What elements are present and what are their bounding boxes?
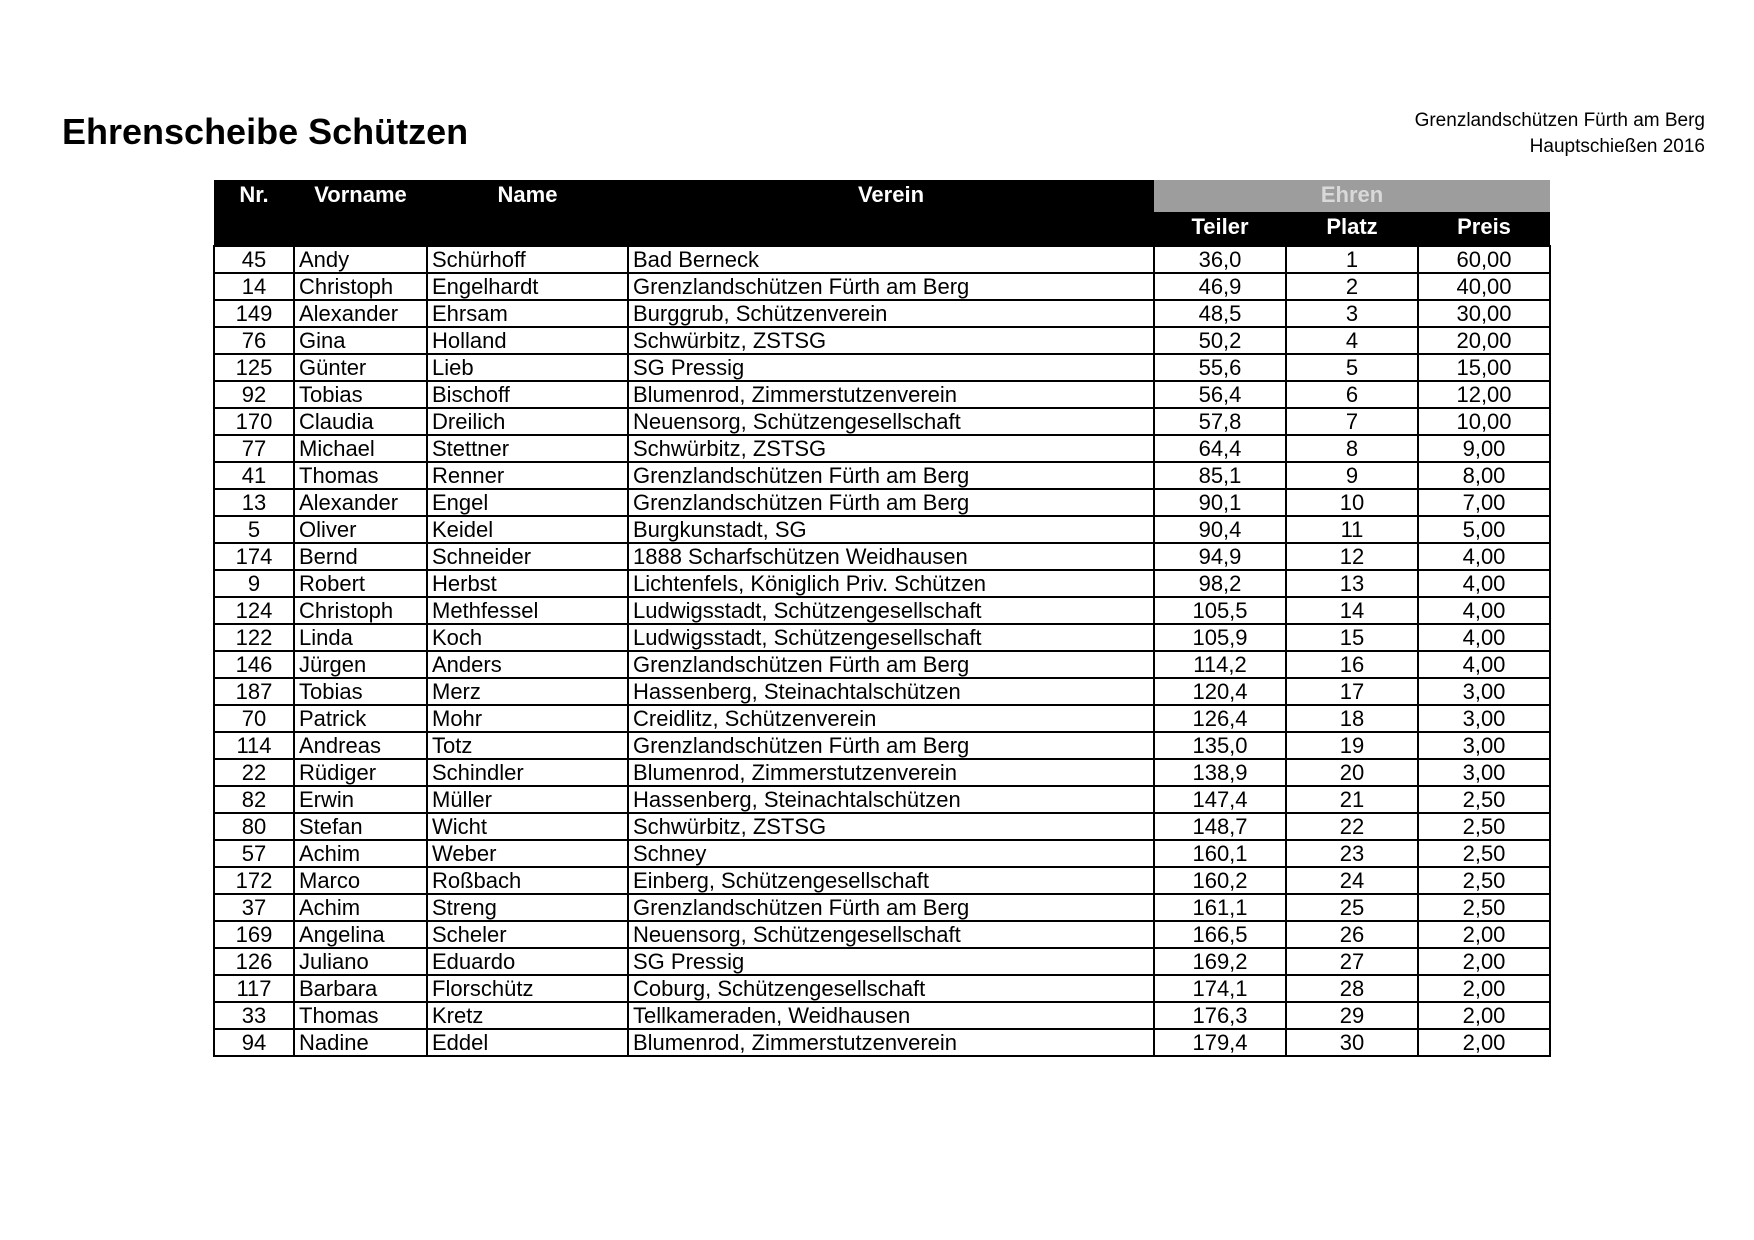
cell-preis: 7,00 bbox=[1418, 489, 1550, 516]
cell-teiler: 166,5 bbox=[1154, 921, 1286, 948]
cell-vorname: Günter bbox=[294, 354, 427, 381]
cell-verein: Schwürbitz, ZSTSG bbox=[628, 435, 1154, 462]
cell-verein: Hassenberg, Steinachtalschützen bbox=[628, 678, 1154, 705]
table-row bbox=[214, 570, 1550, 597]
cell-vorname: Gina bbox=[294, 327, 427, 354]
cell-verein: Schwürbitz, ZSTSG bbox=[628, 813, 1154, 840]
cell-name: Weber bbox=[427, 840, 628, 867]
organization-name: Grenzlandschützen Fürth am Berg bbox=[1414, 110, 1705, 131]
cell-name: Mohr bbox=[427, 705, 628, 732]
cell-name: Lieb bbox=[427, 354, 628, 381]
table-row bbox=[214, 543, 1550, 570]
cell-nr: 122 bbox=[214, 624, 294, 651]
cell-name: Herbst bbox=[427, 570, 628, 597]
header-platz: Platz bbox=[1286, 212, 1418, 246]
cell-vorname: Christoph bbox=[294, 273, 427, 300]
cell-nr: 41 bbox=[214, 462, 294, 489]
cell-name: Scheler bbox=[427, 921, 628, 948]
table-row bbox=[214, 921, 1550, 948]
cell-preis: 9,00 bbox=[1418, 435, 1550, 462]
cell-platz: 26 bbox=[1286, 921, 1418, 948]
table-row bbox=[214, 408, 1550, 435]
table-row bbox=[214, 462, 1550, 489]
cell-platz: 30 bbox=[1286, 1029, 1418, 1056]
table-row bbox=[214, 489, 1550, 516]
cell-nr: 172 bbox=[214, 867, 294, 894]
cell-name: Anders bbox=[427, 651, 628, 678]
cell-vorname: Patrick bbox=[294, 705, 427, 732]
cell-name: Streng bbox=[427, 894, 628, 921]
cell-nr: 57 bbox=[214, 840, 294, 867]
cell-platz: 13 bbox=[1286, 570, 1418, 597]
cell-teiler: 161,1 bbox=[1154, 894, 1286, 921]
cell-nr: 45 bbox=[214, 246, 294, 273]
cell-preis: 2,00 bbox=[1418, 921, 1550, 948]
cell-teiler: 179,4 bbox=[1154, 1029, 1286, 1056]
cell-nr: 169 bbox=[214, 921, 294, 948]
cell-teiler: 176,3 bbox=[1154, 1002, 1286, 1029]
cell-preis: 10,00 bbox=[1418, 408, 1550, 435]
table-row bbox=[214, 651, 1550, 678]
cell-vorname: Thomas bbox=[294, 462, 427, 489]
header-name: Name bbox=[427, 180, 628, 246]
cell-platz: 28 bbox=[1286, 975, 1418, 1002]
cell-platz: 5 bbox=[1286, 354, 1418, 381]
cell-verein: Blumenrod, Zimmerstutzenverein bbox=[628, 381, 1154, 408]
cell-preis: 2,50 bbox=[1418, 894, 1550, 921]
cell-nr: 170 bbox=[214, 408, 294, 435]
cell-preis: 4,00 bbox=[1418, 543, 1550, 570]
cell-platz: 4 bbox=[1286, 327, 1418, 354]
cell-verein: Einberg, Schützengesellschaft bbox=[628, 867, 1154, 894]
cell-nr: 114 bbox=[214, 732, 294, 759]
cell-teiler: 90,1 bbox=[1154, 489, 1286, 516]
cell-nr: 5 bbox=[214, 516, 294, 543]
cell-teiler: 120,4 bbox=[1154, 678, 1286, 705]
cell-nr: 126 bbox=[214, 948, 294, 975]
table-row bbox=[214, 813, 1550, 840]
cell-vorname: Jürgen bbox=[294, 651, 427, 678]
header-nr: Nr. bbox=[214, 180, 294, 246]
cell-vorname: Stefan bbox=[294, 813, 427, 840]
cell-vorname: Andreas bbox=[294, 732, 427, 759]
cell-platz: 16 bbox=[1286, 651, 1418, 678]
table-row bbox=[214, 327, 1550, 354]
cell-nr: 174 bbox=[214, 543, 294, 570]
cell-name: Schneider bbox=[427, 543, 628, 570]
cell-teiler: 98,2 bbox=[1154, 570, 1286, 597]
cell-verein: Neuensorg, Schützengesellschaft bbox=[628, 408, 1154, 435]
cell-verein: 1888 Scharfschützen Weidhausen bbox=[628, 543, 1154, 570]
cell-preis: 2,00 bbox=[1418, 1002, 1550, 1029]
cell-nr: 124 bbox=[214, 597, 294, 624]
cell-name: Engelhardt bbox=[427, 273, 628, 300]
cell-platz: 7 bbox=[1286, 408, 1418, 435]
cell-platz: 25 bbox=[1286, 894, 1418, 921]
cell-vorname: Marco bbox=[294, 867, 427, 894]
table-row bbox=[214, 273, 1550, 300]
cell-name: Müller bbox=[427, 786, 628, 813]
cell-verein: Schwürbitz, ZSTSG bbox=[628, 327, 1154, 354]
cell-vorname: Thomas bbox=[294, 1002, 427, 1029]
cell-nr: 117 bbox=[214, 975, 294, 1002]
table-row bbox=[214, 975, 1550, 1002]
cell-preis: 15,00 bbox=[1418, 354, 1550, 381]
cell-name: Totz bbox=[427, 732, 628, 759]
header-preis: Preis bbox=[1418, 212, 1550, 246]
cell-preis: 5,00 bbox=[1418, 516, 1550, 543]
cell-teiler: 64,4 bbox=[1154, 435, 1286, 462]
cell-nr: 22 bbox=[214, 759, 294, 786]
cell-platz: 19 bbox=[1286, 732, 1418, 759]
cell-vorname: Andy bbox=[294, 246, 427, 273]
table-row bbox=[214, 597, 1550, 624]
cell-verein: Schney bbox=[628, 840, 1154, 867]
cell-name: Schürhoff bbox=[427, 246, 628, 273]
cell-nr: 33 bbox=[214, 1002, 294, 1029]
cell-nr: 146 bbox=[214, 651, 294, 678]
cell-teiler: 160,2 bbox=[1154, 867, 1286, 894]
cell-vorname: Rüdiger bbox=[294, 759, 427, 786]
table-row bbox=[214, 894, 1550, 921]
cell-teiler: 56,4 bbox=[1154, 381, 1286, 408]
cell-teiler: 48,5 bbox=[1154, 300, 1286, 327]
cell-platz: 6 bbox=[1286, 381, 1418, 408]
cell-preis: 2,00 bbox=[1418, 1029, 1550, 1056]
cell-name: Ehrsam bbox=[427, 300, 628, 327]
table-row bbox=[214, 1002, 1550, 1029]
cell-verein: Hassenberg, Steinachtalschützen bbox=[628, 786, 1154, 813]
cell-preis: 2,00 bbox=[1418, 948, 1550, 975]
cell-preis: 2,50 bbox=[1418, 813, 1550, 840]
cell-teiler: 85,1 bbox=[1154, 462, 1286, 489]
cell-vorname: Bernd bbox=[294, 543, 427, 570]
cell-vorname: Alexander bbox=[294, 300, 427, 327]
cell-platz: 3 bbox=[1286, 300, 1418, 327]
cell-verein: Grenzlandschützen Fürth am Berg bbox=[628, 273, 1154, 300]
cell-nr: 80 bbox=[214, 813, 294, 840]
cell-vorname: Oliver bbox=[294, 516, 427, 543]
cell-platz: 11 bbox=[1286, 516, 1418, 543]
cell-verein: Grenzlandschützen Fürth am Berg bbox=[628, 894, 1154, 921]
cell-vorname: Alexander bbox=[294, 489, 427, 516]
cell-verein: Neuensorg, Schützengesellschaft bbox=[628, 921, 1154, 948]
cell-nr: 76 bbox=[214, 327, 294, 354]
cell-platz: 22 bbox=[1286, 813, 1418, 840]
cell-name: Bischoff bbox=[427, 381, 628, 408]
cell-verein: Grenzlandschützen Fürth am Berg bbox=[628, 462, 1154, 489]
cell-verein: Blumenrod, Zimmerstutzenverein bbox=[628, 1029, 1154, 1056]
cell-verein: Grenzlandschützen Fürth am Berg bbox=[628, 732, 1154, 759]
cell-preis: 60,00 bbox=[1418, 246, 1550, 273]
cell-vorname: Tobias bbox=[294, 381, 427, 408]
cell-vorname: Linda bbox=[294, 624, 427, 651]
cell-teiler: 36,0 bbox=[1154, 246, 1286, 273]
cell-nr: 37 bbox=[214, 894, 294, 921]
cell-name: Eduardo bbox=[427, 948, 628, 975]
table-row bbox=[214, 1029, 1550, 1056]
table-row bbox=[214, 435, 1550, 462]
cell-teiler: 50,2 bbox=[1154, 327, 1286, 354]
cell-teiler: 126,4 bbox=[1154, 705, 1286, 732]
cell-verein: Burggrub, Schützenverein bbox=[628, 300, 1154, 327]
cell-teiler: 135,0 bbox=[1154, 732, 1286, 759]
cell-teiler: 105,9 bbox=[1154, 624, 1286, 651]
cell-verein: Blumenrod, Zimmerstutzenverein bbox=[628, 759, 1154, 786]
table-row bbox=[214, 678, 1550, 705]
cell-teiler: 114,2 bbox=[1154, 651, 1286, 678]
cell-platz: 20 bbox=[1286, 759, 1418, 786]
cell-vorname: Barbara bbox=[294, 975, 427, 1002]
cell-verein: Ludwigsstadt, Schützengesellschaft bbox=[628, 597, 1154, 624]
cell-vorname: Robert bbox=[294, 570, 427, 597]
cell-platz: 1 bbox=[1286, 246, 1418, 273]
page-title: Ehrenscheibe Schützen bbox=[62, 111, 469, 152]
cell-nr: 187 bbox=[214, 678, 294, 705]
cell-vorname: Angelina bbox=[294, 921, 427, 948]
cell-vorname: Tobias bbox=[294, 678, 427, 705]
table-row bbox=[214, 948, 1550, 975]
cell-teiler: 94,9 bbox=[1154, 543, 1286, 570]
cell-name: Merz bbox=[427, 678, 628, 705]
cell-platz: 10 bbox=[1286, 489, 1418, 516]
cell-nr: 149 bbox=[214, 300, 294, 327]
cell-name: Eddel bbox=[427, 1029, 628, 1056]
cell-name: Schindler bbox=[427, 759, 628, 786]
cell-teiler: 160,1 bbox=[1154, 840, 1286, 867]
cell-verein: SG Pressig bbox=[628, 354, 1154, 381]
cell-preis: 3,00 bbox=[1418, 678, 1550, 705]
cell-teiler: 57,8 bbox=[1154, 408, 1286, 435]
cell-name: Florschütz bbox=[427, 975, 628, 1002]
cell-preis: 4,00 bbox=[1418, 570, 1550, 597]
header-teiler: Teiler bbox=[1154, 212, 1286, 246]
cell-verein: SG Pressig bbox=[628, 948, 1154, 975]
cell-vorname: Achim bbox=[294, 894, 427, 921]
cell-nr: 92 bbox=[214, 381, 294, 408]
cell-teiler: 169,2 bbox=[1154, 948, 1286, 975]
cell-teiler: 148,7 bbox=[1154, 813, 1286, 840]
cell-platz: 12 bbox=[1286, 543, 1418, 570]
cell-name: Renner bbox=[427, 462, 628, 489]
cell-verein: Grenzlandschützen Fürth am Berg bbox=[628, 651, 1154, 678]
cell-nr: 14 bbox=[214, 273, 294, 300]
table-row bbox=[214, 840, 1550, 867]
cell-vorname: Nadine bbox=[294, 1029, 427, 1056]
cell-name: Wicht bbox=[427, 813, 628, 840]
table-header bbox=[214, 180, 1550, 246]
cell-vorname: Claudia bbox=[294, 408, 427, 435]
cell-teiler: 174,1 bbox=[1154, 975, 1286, 1002]
cell-platz: 9 bbox=[1286, 462, 1418, 489]
cell-platz: 8 bbox=[1286, 435, 1418, 462]
cell-nr: 82 bbox=[214, 786, 294, 813]
cell-name: Engel bbox=[427, 489, 628, 516]
table-row bbox=[214, 624, 1550, 651]
cell-preis: 4,00 bbox=[1418, 651, 1550, 678]
table-row bbox=[214, 246, 1550, 273]
cell-vorname: Achim bbox=[294, 840, 427, 867]
cell-nr: 13 bbox=[214, 489, 294, 516]
cell-preis: 2,00 bbox=[1418, 975, 1550, 1002]
cell-name: Holland bbox=[427, 327, 628, 354]
cell-name: Keidel bbox=[427, 516, 628, 543]
cell-platz: 29 bbox=[1286, 1002, 1418, 1029]
cell-platz: 14 bbox=[1286, 597, 1418, 624]
cell-platz: 21 bbox=[1286, 786, 1418, 813]
cell-platz: 17 bbox=[1286, 678, 1418, 705]
cell-preis: 2,50 bbox=[1418, 867, 1550, 894]
cell-preis: 4,00 bbox=[1418, 597, 1550, 624]
cell-platz: 15 bbox=[1286, 624, 1418, 651]
table-body bbox=[214, 246, 1550, 1056]
cell-nr: 9 bbox=[214, 570, 294, 597]
table-row bbox=[214, 300, 1550, 327]
table-row bbox=[214, 867, 1550, 894]
cell-nr: 77 bbox=[214, 435, 294, 462]
cell-name: Koch bbox=[427, 624, 628, 651]
table-row bbox=[214, 381, 1550, 408]
cell-preis: 4,00 bbox=[1418, 624, 1550, 651]
cell-platz: 18 bbox=[1286, 705, 1418, 732]
header-verein: Verein bbox=[628, 180, 1154, 246]
cell-verein: Coburg, Schützengesellschaft bbox=[628, 975, 1154, 1002]
cell-vorname: Christoph bbox=[294, 597, 427, 624]
cell-teiler: 90,4 bbox=[1154, 516, 1286, 543]
header-vorname: Vorname bbox=[294, 180, 427, 246]
table-row bbox=[214, 732, 1550, 759]
cell-nr: 70 bbox=[214, 705, 294, 732]
cell-platz: 2 bbox=[1286, 273, 1418, 300]
cell-name: Stettner bbox=[427, 435, 628, 462]
cell-verein: Lichtenfels, Königlich Priv. Schützen bbox=[628, 570, 1154, 597]
cell-preis: 3,00 bbox=[1418, 732, 1550, 759]
cell-name: Dreilich bbox=[427, 408, 628, 435]
cell-platz: 24 bbox=[1286, 867, 1418, 894]
cell-name: Roßbach bbox=[427, 867, 628, 894]
cell-preis: 8,00 bbox=[1418, 462, 1550, 489]
cell-name: Kretz bbox=[427, 1002, 628, 1029]
cell-nr: 125 bbox=[214, 354, 294, 381]
cell-teiler: 105,5 bbox=[1154, 597, 1286, 624]
cell-preis: 2,50 bbox=[1418, 840, 1550, 867]
organization-block bbox=[1415, 108, 1705, 160]
cell-preis: 40,00 bbox=[1418, 273, 1550, 300]
table-row bbox=[214, 516, 1550, 543]
table-row bbox=[214, 759, 1550, 786]
cell-name: Methfessel bbox=[427, 597, 628, 624]
cell-vorname: Juliano bbox=[294, 948, 427, 975]
cell-verein: Burgkunstadt, SG bbox=[628, 516, 1154, 543]
header-group-ehren: Ehren bbox=[1154, 180, 1550, 212]
cell-platz: 23 bbox=[1286, 840, 1418, 867]
cell-teiler: 55,6 bbox=[1154, 354, 1286, 381]
results-table bbox=[213, 180, 1551, 1057]
table-row bbox=[214, 786, 1550, 813]
cell-vorname: Erwin bbox=[294, 786, 427, 813]
cell-preis: 3,00 bbox=[1418, 759, 1550, 786]
cell-vorname: Michael bbox=[294, 435, 427, 462]
cell-platz: 27 bbox=[1286, 948, 1418, 975]
cell-verein: Creidlitz, Schützenverein bbox=[628, 705, 1154, 732]
cell-nr: 94 bbox=[214, 1029, 294, 1056]
cell-verein: Ludwigsstadt, Schützengesellschaft bbox=[628, 624, 1154, 651]
cell-preis: 2,50 bbox=[1418, 786, 1550, 813]
cell-preis: 20,00 bbox=[1418, 327, 1550, 354]
cell-verein: Tellkameraden, Weidhausen bbox=[628, 1002, 1154, 1029]
cell-teiler: 46,9 bbox=[1154, 273, 1286, 300]
cell-verein: Bad Berneck bbox=[628, 246, 1154, 273]
event-name: Hauptschießen 2016 bbox=[1529, 136, 1705, 157]
cell-preis: 30,00 bbox=[1418, 300, 1550, 327]
cell-preis: 3,00 bbox=[1418, 705, 1550, 732]
cell-verein: Grenzlandschützen Fürth am Berg bbox=[628, 489, 1154, 516]
cell-preis: 12,00 bbox=[1418, 381, 1550, 408]
cell-teiler: 138,9 bbox=[1154, 759, 1286, 786]
table-row bbox=[214, 354, 1550, 381]
cell-teiler: 147,4 bbox=[1154, 786, 1286, 813]
table-row bbox=[214, 705, 1550, 732]
